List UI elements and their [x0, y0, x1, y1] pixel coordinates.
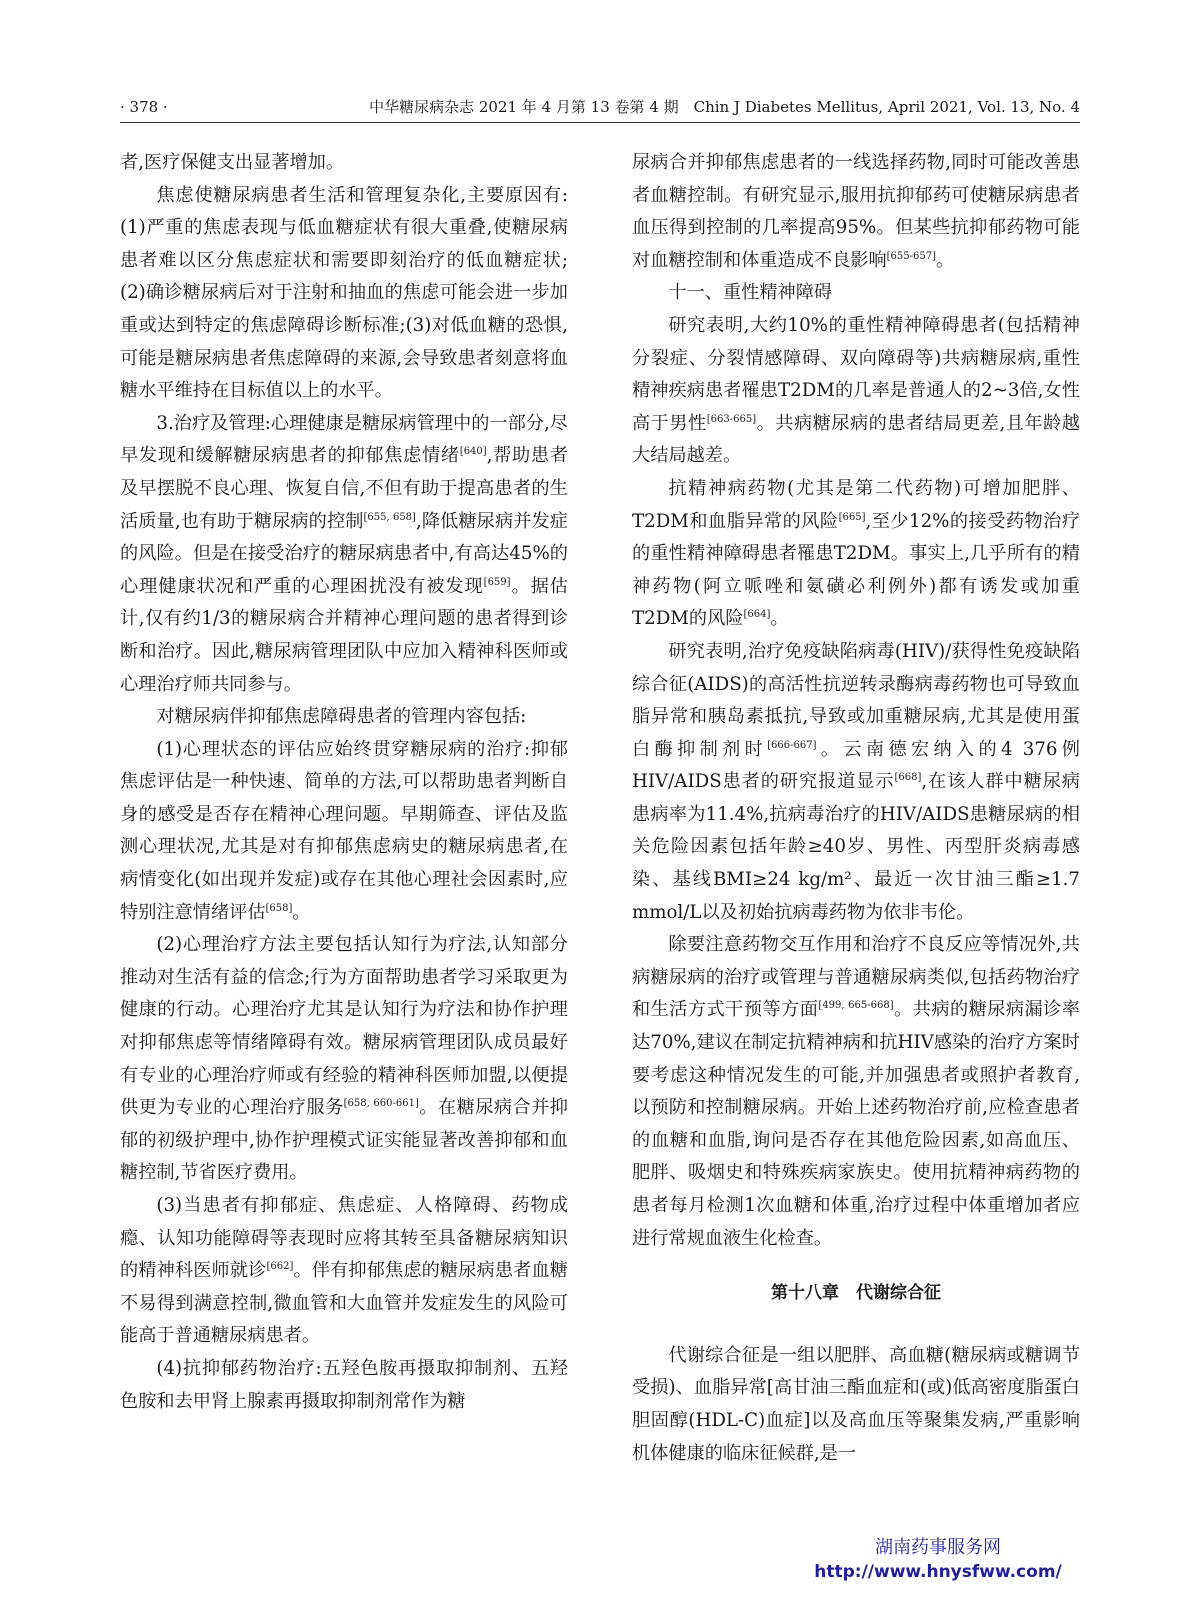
paragraph: 尿病合并抑郁焦虑患者的一线选择药物,同时可能改善患者血糖控制。有研究显示,服用抗抑郁药可使糖尿病患者血压得到控制的几率提高95%。但某些抗抑郁药物可能对血糖控制和体重造成不良影响[655-657]。 [632, 152, 1080, 271]
chapter-heading: 第十八章 代谢综合征 [771, 1283, 941, 1304]
citation: [663-665] [706, 413, 757, 425]
watermark-name: 湖南药事服务网 [875, 1537, 1001, 1558]
paragraph: 抗精神病药物(尤其是第二代药物)可增加肥胖、T2DM和血脂异常的风险[665],至少12%的接受药物治疗的重性精神障碍患者罹患T2DM。事实上,几乎所有的精神药物(阿立哌唑和氨磺必利例外)都有诱发或加重T2DM的风险[664]。 [632, 477, 1080, 630]
paragraph: 研究表明,治疗免疫缺陷病毒(HIV)/获得性免疫缺陷综合征(AIDS)的高活性抗逆转录酶病毒药物也可导致血脂异常和胰岛素抵抗,导致或加重糖尿病,尤其是使用蛋白酶抑制剂时[666-667]。云南德宏纳入的4 376例HIV/AIDS患者的研究报道显示[668],在该人群中糖尿病患病率为11.4%,抗病毒治疗的HIV/AIDS患糖尿病的相关危险因素包括年龄≥40岁、男性、丙型肝炎病毒感染、基线BMI≥24 kg/m²、最近一次甘油三酯≥1.7 mmol/L以及初始抗病毒药物为依非韦伦。 [632, 640, 1080, 923]
page-number: · 378 · [120, 98, 168, 116]
paragraph: 代谢综合征是一组以肥胖、高血糖(糖尿病或糖调节受损)、血脂异常[高甘油三酯血症和(或)低高密度脂蛋白胆固醇(HDL-C)血症]以及高血压等聚集发病,严重影响机体健康的临床征候群,是一 [632, 1344, 1080, 1464]
paragraph: (3)当患者有抑郁症、焦虑症、人格障碍、药物成瘾、认知功能障碍等表现时应将其转至具备糖尿病知识的精神科医师就诊[662]。伴有抑郁焦虑的糖尿病患者血糖不易得到满意控制,微血管和大血管并发症发生的风险可能高于普通糖尿病患者。 [120, 1195, 568, 1347]
journal-citation: 中华糖尿病杂志 2021 年 4 月第 13 卷第 4 期 Chin J Diabetes Mellitus, April 2021, Vol. 13, No. 4 [369, 98, 1080, 116]
section-heading: 十一、重性精神障碍 [668, 282, 833, 304]
paragraph: 对糖尿病伴抑郁焦虑障碍患者的管理内容包括: [156, 706, 527, 728]
left-column [120, 147, 568, 1418]
citation: [662] [266, 1261, 294, 1273]
paragraph: 研究表明,大约10%的重性精神障碍患者(包括精神分裂症、分裂情感障碍、双向障碍等)共病糖尿病,重性精神疾病患者罹患T2DM的几率是普通人的2~3倍,女性高于男性[663-665]。共病糖尿病的患者结局更差,且年龄越大结局越差。 [632, 314, 1080, 467]
paragraph: (4)抗抑郁药物治疗:五羟色胺再摄取抑制剂、五羟色胺和去甲肾上腺素再摄取抑制剂常作为糖 [120, 1357, 568, 1412]
citation: [659] [483, 576, 511, 588]
citation: [655, 658] [363, 511, 416, 523]
paragraph: 焦虑使糖尿病患者生活和管理复杂化,主要原因有:(1)严重的焦虑表现与低血糖症状有很大重叠,使糖尿病患者难以区分焦虑症状和需要即刻治疗的低血糖症状;(2)确诊糖尿病后对于注射和抽血的焦虑可能会进一步加重或达到特定的焦虑障碍诊断标准;(3)对低血糖的恐惧,可能是糖尿病患者焦虑障碍的来源,会导致患者刻意将血糖水平维持在目标值以上的水平。 [120, 184, 568, 402]
citation: [658, 660-661] [343, 1098, 419, 1110]
running-header [120, 96, 1080, 123]
citation: [665] [838, 511, 866, 523]
paragraph: 3.治疗及管理:心理健康是糖尿病管理中的一部分,尽早发现和缓解糖尿病患者的抑郁焦虑情绪[640],帮助患者及早摆脱不良心理、恢复自信,不但有助于提高患者的生活质量,也有助于糖尿病的控制[655, 658],降低糖尿病并发症的风险。但是在接受治疗的糖尿病患者中,有高达45%的心理健康状况和严重的心理困扰没有被发现[659]。据估计,仅有约1/3的糖尿病合并精神心理问题的患者得到诊断和治疗。因此,糖尿病管理团队中应加入精神科医师或心理治疗师共同参与。 [120, 412, 568, 695]
citation: [668] [894, 772, 922, 784]
paragraph: (2)心理治疗方法主要包括认知行为疗法,认知部分推动对生活有益的信念;行为方面帮助患者学习采取更为健康的行动。心理治疗尤其是认知行为疗法和协作护理对抑郁焦虑等情绪障碍有效。糖尿病管理团队成员最好有专业的心理治疗师或有经验的精神科医师加盟,以便提供更为专业的心理治疗服务[658, 660-661]。在糖尿病合并抑郁的初级护理中,协作护理模式证实能显著改善抑郁和血糖控制,节省医疗费用。 [120, 934, 568, 1184]
citation: [655-657] [886, 250, 936, 262]
right-column [632, 147, 1080, 1470]
watermark-url: http://www.hnysfww.com/ [814, 1562, 1062, 1582]
citation: [666-667] [767, 739, 817, 751]
paragraph: 除要注意药物交互作用和治疗不良反应等情况外,共病糖尿病的治疗或管理与普通糖尿病类似,包括药物治疗和生活方式干预等方面[499, 665-668]。共病的糖尿病漏诊率达70%,建议在制定抗精神病和抗HIV感染的治疗方案时要考虑这种情况发生的可能,并加强患者或照护者教育,以预防和控制糖尿病。开始上述药物治疗前,应检查患者的血糖和血脂,询问是否存在其他危险因素,如高血压、肥胖、吸烟史和特殊疾病家族史。使用抗精神病药物的患者每月检测1次血糖和体重,治疗过程中体重增加者应进行常规血液生化检查。 [632, 934, 1080, 1249]
paragraph: 者,医疗保健支出显著增加。 [120, 152, 345, 173]
paragraph: (1)心理状态的评估应始终贯穿糖尿病的治疗:抑郁焦虑评估是一种快速、简单的方法,可以帮助患者判断自身的感受是否存在精神心理问题。早期筛查、评估及监测心理状况,尤其是对有抑郁焦虑病史的糖尿病患者,在病情变化(如出现并发症)或存在其他心理社会因素时,应特别注意情绪评估[658]。 [120, 738, 568, 923]
citation: [664] [743, 609, 771, 621]
citation: [499, 665-668] [818, 1000, 894, 1012]
watermark [808, 1536, 1068, 1584]
citation: [640] [459, 446, 487, 458]
citation: [658] [265, 902, 293, 914]
